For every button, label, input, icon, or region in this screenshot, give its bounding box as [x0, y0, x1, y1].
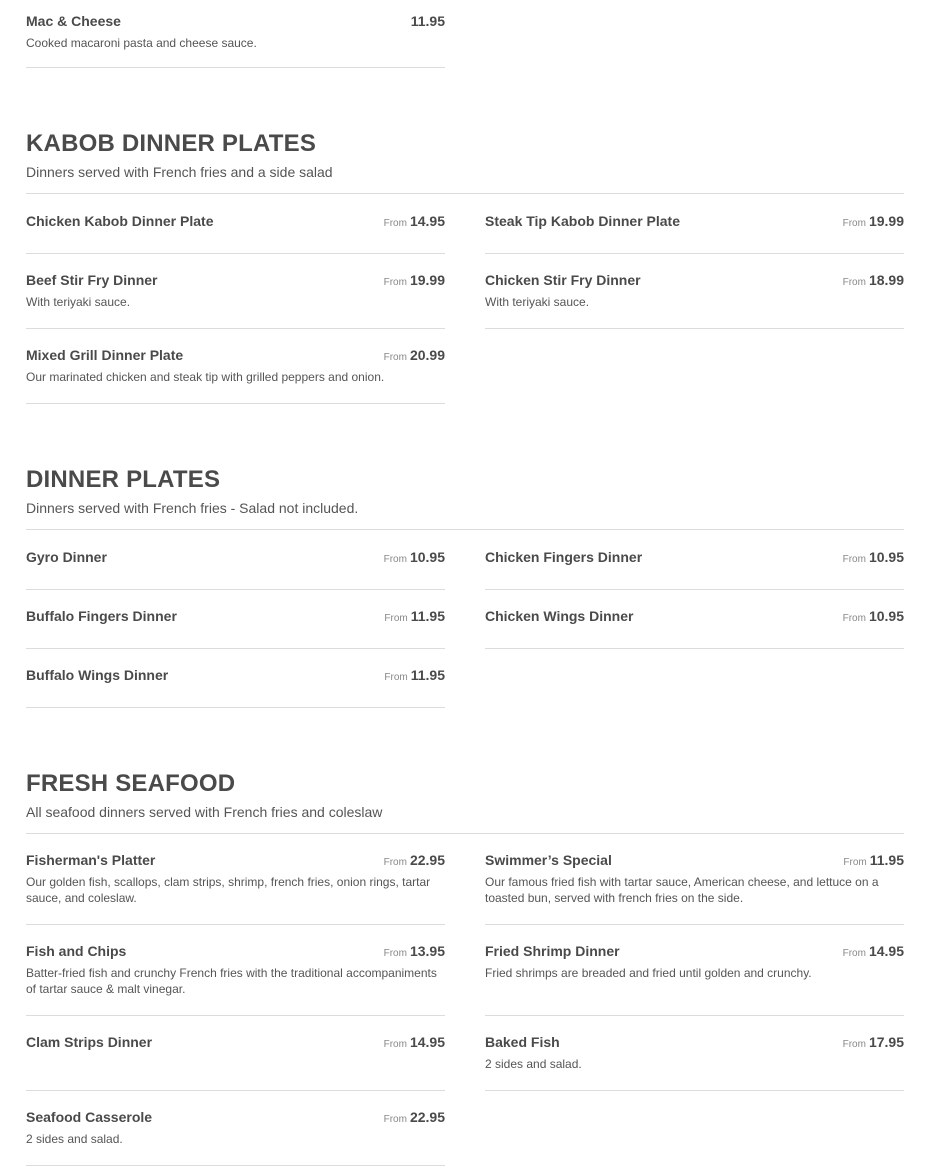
price-from-label: From	[842, 948, 866, 959]
item-price	[384, 212, 445, 233]
item-price	[384, 346, 445, 367]
section-title: DINNER PLATES	[26, 466, 221, 493]
price-from-label: From	[383, 218, 407, 229]
item-price	[843, 851, 904, 872]
menu-item[interactable]	[485, 1016, 904, 1091]
item-name: Clam Strips Dinner	[26, 1034, 153, 1050]
item-price	[384, 851, 445, 872]
item-name: Mac & Cheese	[26, 13, 121, 29]
menu-item[interactable]	[26, 530, 445, 590]
item-name: Buffalo Fingers Dinner	[26, 608, 177, 624]
item-price	[384, 942, 445, 963]
menu-item[interactable]	[26, 1016, 445, 1091]
item-description: Fried shrimps are breaded and fried until golden and crunchy.	[485, 966, 812, 980]
price-value: 22.95	[409, 852, 445, 868]
price-from-label: From	[383, 1114, 407, 1125]
section-items	[26, 834, 904, 1166]
item-price	[384, 1033, 445, 1054]
item-name: Chicken Kabob Dinner Plate	[26, 213, 214, 229]
price-value: 22.95	[409, 1109, 445, 1125]
price-value: 11.95	[410, 608, 445, 624]
price-value: 18.99	[868, 272, 904, 288]
menu-item-mac-and-cheese[interactable]	[26, 12, 445, 68]
top-items	[26, 0, 904, 68]
price-from-label: From	[383, 277, 407, 288]
menu-item[interactable]	[26, 194, 445, 254]
item-name: Steak Tip Kabob Dinner Plate	[485, 213, 681, 229]
item-price	[384, 607, 445, 628]
menu-item[interactable]	[26, 254, 445, 329]
item-description: Our marinated chicken and steak tip with grilled peppers and onion.	[26, 370, 385, 384]
price-from-label: From	[842, 613, 866, 624]
menu-item[interactable]	[485, 925, 904, 1016]
price-from-label: From	[383, 554, 407, 565]
price-value: 13.95	[409, 943, 445, 959]
menu-item[interactable]	[26, 649, 445, 708]
item-description: Batter-fried fish and crunchy French fries with the traditional accompaniments of tartar sauce & malt vinegar.	[26, 966, 437, 996]
price-value: 11.95	[410, 13, 445, 29]
price-value: 11.95	[410, 667, 445, 683]
section-subtitle: Dinners served with French fries - Salad not included.	[26, 500, 359, 516]
item-price	[843, 271, 904, 292]
section-fresh-seafood	[26, 770, 904, 1166]
price-value: 10.95	[868, 549, 904, 565]
item-name: Beef Stir Fry Dinner	[26, 272, 158, 288]
price-value: 11.95	[869, 852, 904, 868]
price-from-label: From	[383, 948, 407, 959]
item-description: 2 sides and salad.	[485, 1057, 582, 1071]
item-description: Our golden fish, scallops, clam strips, shrimp, french fries, onion rings, tartar sauce, and coleslaw.	[26, 875, 431, 905]
item-name: Fisherman's Platter	[26, 852, 156, 868]
price-value: 17.95	[868, 1034, 904, 1050]
section-subtitle: Dinners served with French fries and a side salad	[26, 164, 333, 180]
item-name: Fried Shrimp Dinner	[485, 943, 620, 959]
menu-item[interactable]	[485, 194, 904, 254]
price-from-label: From	[383, 857, 407, 868]
section-subtitle: All seafood dinners served with French fries and coleslaw	[26, 804, 383, 820]
item-price	[843, 942, 904, 963]
item-name: Swimmer’s Special	[485, 852, 612, 868]
item-description: Our famous fried fish with tartar sauce, American cheese, and lettuce on a toasted bun, served with french fries on the side.	[485, 875, 879, 905]
menu-item[interactable]	[26, 925, 445, 1016]
item-price	[384, 1108, 445, 1129]
item-name: Fish and Chips	[26, 943, 127, 959]
menu	[26, 0, 904, 1166]
price-value: 10.95	[409, 549, 445, 565]
item-name: Chicken Fingers Dinner	[485, 549, 643, 565]
section-items	[26, 194, 904, 404]
menu-item[interactable]	[26, 590, 445, 649]
item-price	[384, 548, 445, 569]
item-name: Chicken Wings Dinner	[485, 608, 634, 624]
section-dinner-plates	[26, 466, 904, 708]
section-items	[26, 530, 904, 708]
price-from-label: From	[842, 277, 866, 288]
price-value: 19.99	[868, 213, 904, 229]
price-value: 19.99	[409, 272, 445, 288]
item-price	[384, 666, 445, 687]
item-price	[843, 1033, 904, 1054]
item-name: Mixed Grill Dinner Plate	[26, 347, 184, 363]
item-price	[843, 548, 904, 569]
item-name: Seafood Casserole	[26, 1109, 153, 1125]
price-from-label: From	[384, 672, 408, 683]
menu-item[interactable]	[485, 530, 904, 590]
section-kabob-dinner-plates	[26, 130, 904, 404]
price-from-label: From	[842, 554, 866, 565]
item-description: With teriyaki sauce.	[485, 295, 590, 309]
item-name: Gyro Dinner	[26, 549, 107, 565]
price-from-label: From	[842, 1039, 866, 1050]
item-name: Buffalo Wings Dinner	[26, 667, 169, 683]
item-description: Cooked macaroni pasta and cheese sauce.	[26, 36, 257, 50]
price-value: 20.99	[409, 347, 445, 363]
menu-item[interactable]	[485, 590, 904, 649]
item-name: Baked Fish	[485, 1034, 560, 1050]
section-title: FRESH SEAFOOD	[26, 770, 236, 797]
price-value: 14.95	[409, 213, 445, 229]
menu-item[interactable]	[26, 1091, 445, 1166]
menu-item[interactable]	[485, 834, 904, 925]
price-value: 10.95	[868, 608, 904, 624]
item-name: Chicken Stir Fry Dinner	[485, 272, 641, 288]
item-price	[384, 271, 445, 292]
price-from-label: From	[383, 352, 407, 363]
price-value: 14.95	[409, 1034, 445, 1050]
item-price	[843, 607, 904, 628]
price-from-label: From	[842, 218, 866, 229]
item-price	[843, 212, 904, 233]
item-description: With teriyaki sauce.	[26, 295, 131, 309]
item-price	[411, 12, 445, 31]
menu-item[interactable]	[485, 254, 904, 329]
price-from-label: From	[383, 1039, 407, 1050]
price-value: 14.95	[868, 943, 904, 959]
price-from-label: From	[843, 857, 867, 868]
menu-item[interactable]	[26, 329, 445, 404]
price-from-label: From	[384, 613, 408, 624]
menu-item[interactable]	[26, 834, 445, 925]
section-title: KABOB DINNER PLATES	[26, 130, 317, 157]
item-description: 2 sides and salad.	[26, 1132, 123, 1146]
